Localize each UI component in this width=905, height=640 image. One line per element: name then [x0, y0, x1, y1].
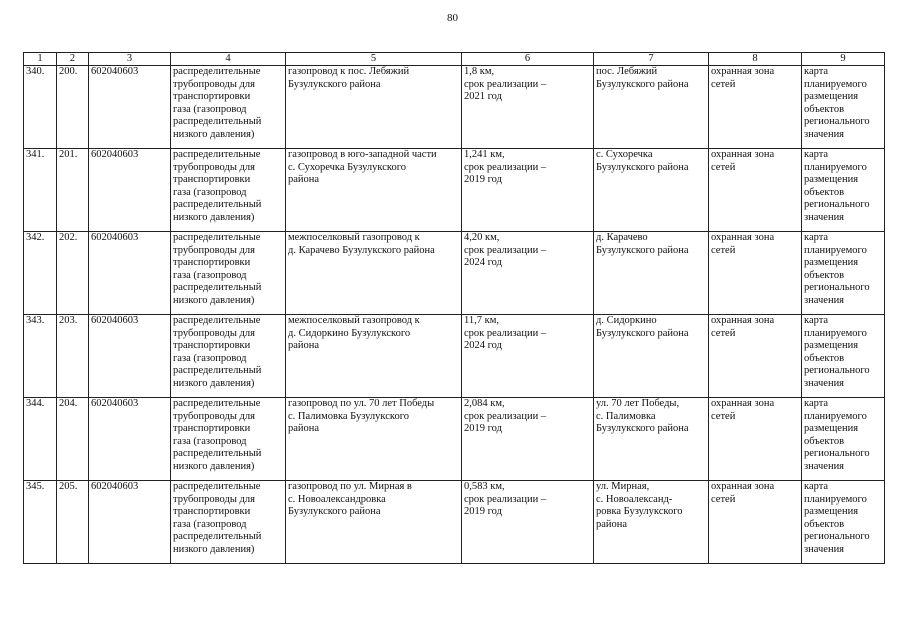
- table-cell-col-3: 602040603: [89, 398, 171, 481]
- table-cell-col-7: д. Сидоркино Бузулукского района: [594, 315, 709, 398]
- header-row: [24, 53, 885, 66]
- table-cell-col-5: межпоселковый газопровод к д. Карачево Бузулукского района: [286, 232, 462, 315]
- table-cell-col-9: карта планируемого размещения объектов регионального значения: [802, 232, 885, 315]
- table-cell-col-2: 202.: [57, 232, 89, 315]
- table-cell-col-2: 203.: [57, 315, 89, 398]
- table-row: [24, 149, 885, 232]
- table-cell-col-1: 340.: [24, 66, 57, 149]
- table-cell-col-3: 602040603: [89, 315, 171, 398]
- column-header-5: 5: [286, 53, 462, 66]
- table-cell-col-3: 602040603: [89, 66, 171, 149]
- table-cell-col-4: распределительные трубопроводы для транспортировки газа (газопровод распределительный низкого давления): [171, 315, 286, 398]
- table-cell-col-2: 201.: [57, 149, 89, 232]
- table-cell-col-8: охранная зона сетей: [709, 66, 802, 149]
- table-cell-col-8: охранная зона сетей: [709, 149, 802, 232]
- table-row: [24, 315, 885, 398]
- table-cell-col-9: карта планируемого размещения объектов регионального значения: [802, 66, 885, 149]
- table-body: [24, 66, 885, 564]
- table-cell-col-1: 345.: [24, 481, 57, 564]
- column-header-7: 7: [594, 53, 709, 66]
- table-cell-col-2: 200.: [57, 66, 89, 149]
- table-cell-col-3: 602040603: [89, 481, 171, 564]
- table-cell-col-7: с. Сухоречка Бузулукского района: [594, 149, 709, 232]
- page-number: 80: [447, 12, 458, 24]
- table-cell-col-4: распределительные трубопроводы для транспортировки газа (газопровод распределительный низкого давления): [171, 232, 286, 315]
- table-cell-col-6: 11,7 км, срок реализации – 2024 год: [462, 315, 594, 398]
- table-cell-col-5: газопровод к пос. Лебяжий Бузулукского района: [286, 66, 462, 149]
- table-cell-col-1: 344.: [24, 398, 57, 481]
- table-cell-col-4: распределительные трубопроводы для транспортировки газа (газопровод распределительный низкого давления): [171, 149, 286, 232]
- table-cell-col-6: 1,8 км, срок реализации – 2021 год: [462, 66, 594, 149]
- column-header-2: 2: [57, 53, 89, 66]
- table-cell-col-6: 2,084 км, срок реализации – 2019 год: [462, 398, 594, 481]
- table-cell-col-2: 204.: [57, 398, 89, 481]
- table-cell-col-4: распределительные трубопроводы для транспортировки газа (газопровод распределительный низкого давления): [171, 66, 286, 149]
- table-cell-col-6: 4,20 км, срок реализации – 2024 год: [462, 232, 594, 315]
- table-cell-col-9: карта планируемого размещения объектов регионального значения: [802, 149, 885, 232]
- table-row: [24, 66, 885, 149]
- table-cell-col-8: охранная зона сетей: [709, 481, 802, 564]
- table-cell-col-5: газопровод по ул. 70 лет Победы с. Палимовка Бузулукского района: [286, 398, 462, 481]
- column-header-6: 6: [462, 53, 594, 66]
- table-cell-col-7: д. Карачево Бузулукского района: [594, 232, 709, 315]
- table-cell-col-9: карта планируемого размещения объектов регионального значения: [802, 315, 885, 398]
- column-header-9: 9: [802, 53, 885, 66]
- table-cell-col-9: карта планируемого размещения объектов регионального значения: [802, 481, 885, 564]
- column-header-4: 4: [171, 53, 286, 66]
- table-cell-col-3: 602040603: [89, 149, 171, 232]
- table-row: [24, 232, 885, 315]
- table-cell-col-4: распределительные трубопроводы для транспортировки газа (газопровод распределительный низкого давления): [171, 481, 286, 564]
- table-cell-col-1: 342.: [24, 232, 57, 315]
- table-cell-col-8: охранная зона сетей: [709, 398, 802, 481]
- column-header-1: 1: [24, 53, 57, 66]
- column-header-8: 8: [709, 53, 802, 66]
- table-cell-col-2: 205.: [57, 481, 89, 564]
- table-cell-col-8: охранная зона сетей: [709, 232, 802, 315]
- table-cell-col-7: ул. Мирная, с. Новоалександ- ровка Бузулукского района: [594, 481, 709, 564]
- table-cell-col-3: 602040603: [89, 232, 171, 315]
- objects-table: [23, 52, 885, 564]
- table-row: [24, 398, 885, 481]
- table-cell-col-6: 1,241 км, срок реализации – 2019 год: [462, 149, 594, 232]
- table-cell-col-8: охранная зона сетей: [709, 315, 802, 398]
- table-cell-col-7: ул. 70 лет Победы, с. Палимовка Бузулукского района: [594, 398, 709, 481]
- table-cell-col-5: межпоселковый газопровод к д. Сидоркино Бузулукского района: [286, 315, 462, 398]
- table-cell-col-4: распределительные трубопроводы для транспортировки газа (газопровод распределительный низкого давления): [171, 398, 286, 481]
- table-cell-col-1: 341.: [24, 149, 57, 232]
- table-cell-col-1: 343.: [24, 315, 57, 398]
- table-cell-col-6: 0,583 км, срок реализации – 2019 год: [462, 481, 594, 564]
- column-header-3: 3: [89, 53, 171, 66]
- table-cell-col-7: пос. Лебяжий Бузулукского района: [594, 66, 709, 149]
- table-cell-col-5: газопровод в юго-западной части с. Сухоречка Бузулукского района: [286, 149, 462, 232]
- table-cell-col-9: карта планируемого размещения объектов регионального значения: [802, 398, 885, 481]
- table-cell-col-5: газопровод по ул. Мирная в с. Новоалександровка Бузулукского района: [286, 481, 462, 564]
- table-row: [24, 481, 885, 564]
